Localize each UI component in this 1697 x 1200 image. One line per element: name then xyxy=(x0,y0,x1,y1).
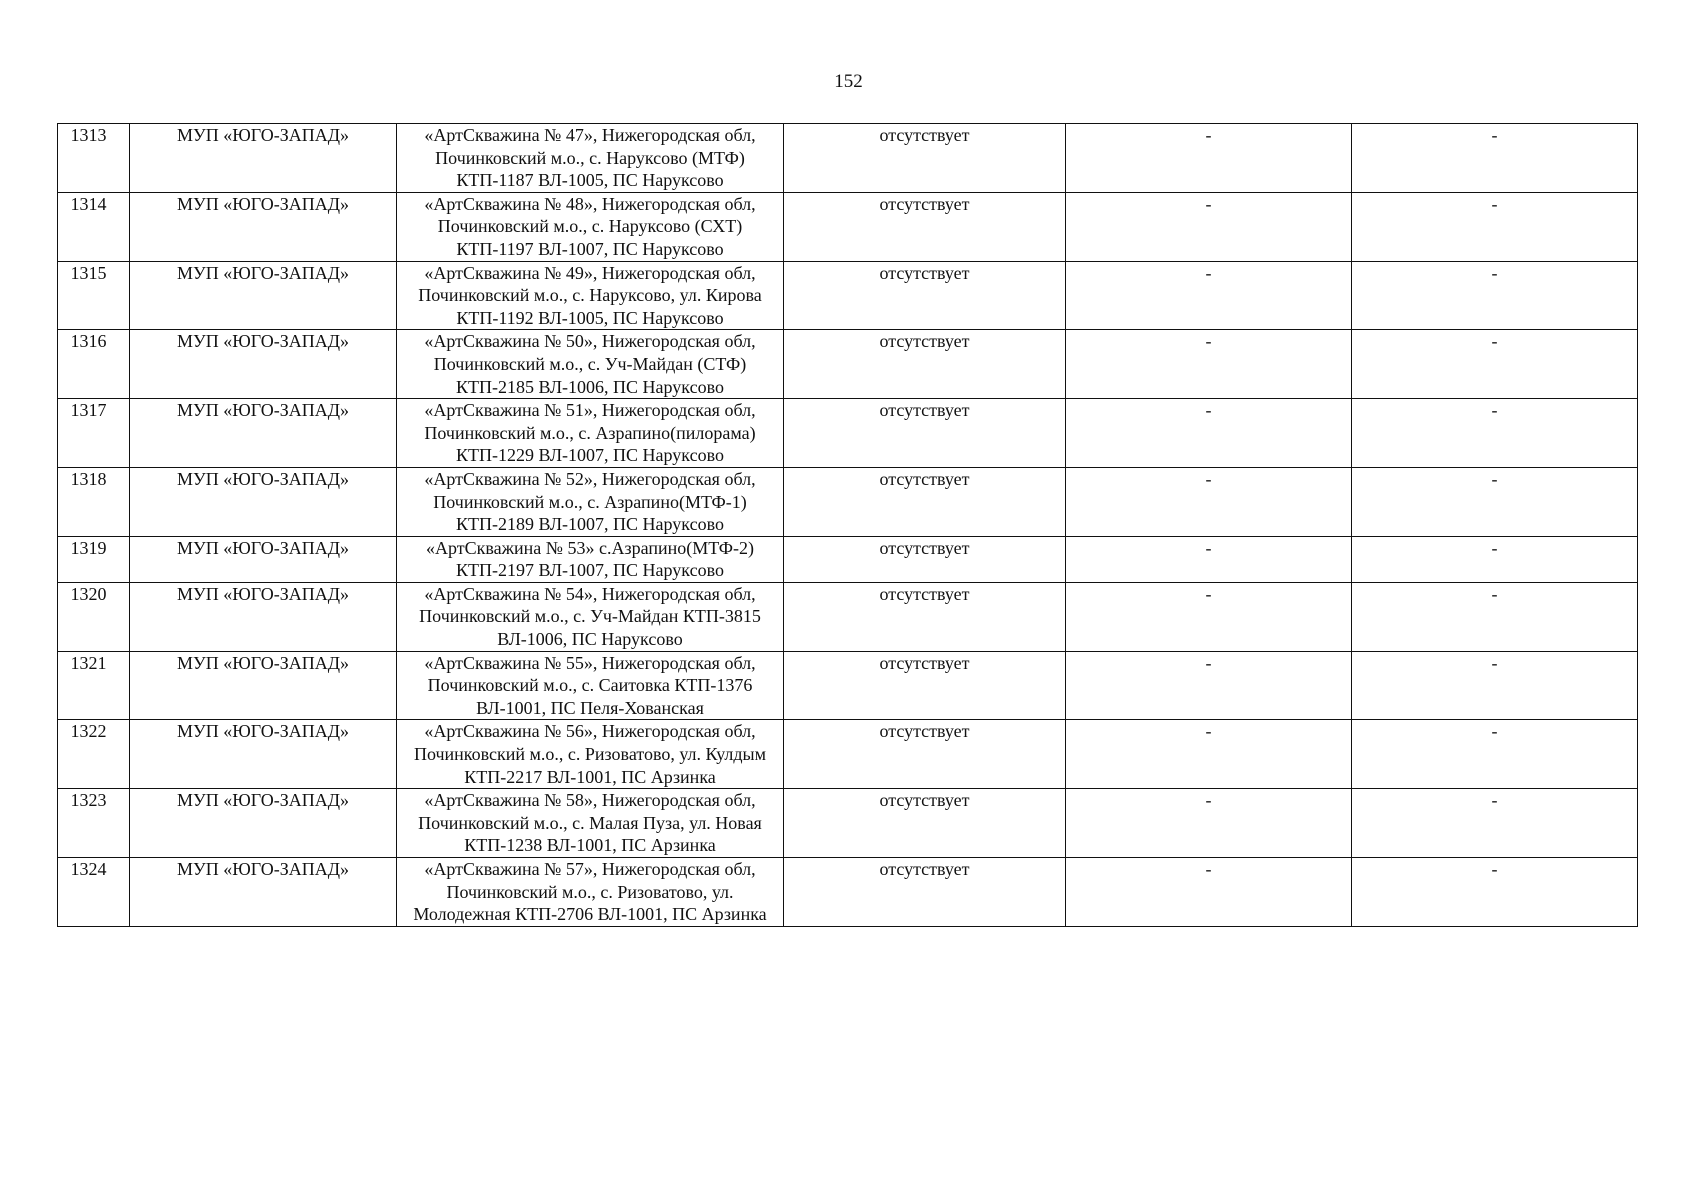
object-description: «АртСкважина № 49», Нижегородская обл, Починковский м.о., с. Наруксово, ул. Кирова КТП-1192 ВЛ-1005, ПС Наруксово xyxy=(397,261,784,330)
organization-name: МУП «ЮГО-ЗАПАД» xyxy=(130,261,397,330)
column-6-value: - xyxy=(1352,536,1638,582)
column-6-value: - xyxy=(1352,789,1638,858)
table-row xyxy=(58,536,1638,582)
column-5-value: - xyxy=(1066,192,1352,261)
row-number: 1313 xyxy=(58,124,130,193)
column-6-value: - xyxy=(1352,261,1638,330)
row-number: 1316 xyxy=(58,330,130,399)
organization-name: МУП «ЮГО-ЗАПАД» xyxy=(130,124,397,193)
status-value: отсутствует xyxy=(784,536,1066,582)
column-5-value: - xyxy=(1066,261,1352,330)
column-5-value: - xyxy=(1066,124,1352,193)
object-description: «АртСкважина № 53» с.Азрапино(МТФ-2) КТП-2197 ВЛ-1007, ПС Наруксово xyxy=(397,536,784,582)
object-description: «АртСкважина № 47», Нижегородская обл, Починковский м.о., с. Наруксово (МТФ) КТП-1187 ВЛ-1005, ПС Наруксово xyxy=(397,124,784,193)
column-5-value: - xyxy=(1066,651,1352,720)
column-5-value: - xyxy=(1066,582,1352,651)
object-description: «АртСкважина № 50», Нижегородская обл, Починковский м.о., с. Уч-Майдан (СТФ) КТП-2185 ВЛ-1006, ПС Наруксово xyxy=(397,330,784,399)
column-5-value: - xyxy=(1066,858,1352,927)
table-row xyxy=(58,330,1638,399)
organization-name: МУП «ЮГО-ЗАПАД» xyxy=(130,467,397,536)
column-5-value: - xyxy=(1066,467,1352,536)
object-description: «АртСкважина № 51», Нижегородская обл, Починковский м.о., с. Азрапино(пилорама) КТП-1229 ВЛ-1007, ПС Наруксово xyxy=(397,399,784,468)
row-number: 1320 xyxy=(58,582,130,651)
organization-name: МУП «ЮГО-ЗАПАД» xyxy=(130,651,397,720)
row-number: 1323 xyxy=(58,789,130,858)
column-5-value: - xyxy=(1066,536,1352,582)
organization-name: МУП «ЮГО-ЗАПАД» xyxy=(130,858,397,927)
table-row xyxy=(58,651,1638,720)
table-row xyxy=(58,192,1638,261)
column-6-value: - xyxy=(1352,651,1638,720)
status-value: отсутствует xyxy=(784,261,1066,330)
status-value: отсутствует xyxy=(784,124,1066,193)
object-description: «АртСкважина № 57», Нижегородская обл, Починковский м.о., с. Ризоватово, ул. Молодежная КТП-2706 ВЛ-1001, ПС Арзинка xyxy=(397,858,784,927)
row-number: 1318 xyxy=(58,467,130,536)
status-value: отсутствует xyxy=(784,858,1066,927)
organization-name: МУП «ЮГО-ЗАПАД» xyxy=(130,192,397,261)
object-description: «АртСкважина № 56», Нижегородская обл, Починковский м.о., с. Ризоватово, ул. Кулдым КТП-2217 ВЛ-1001, ПС Арзинка xyxy=(397,720,784,789)
row-number: 1321 xyxy=(58,651,130,720)
organization-name: МУП «ЮГО-ЗАПАД» xyxy=(130,536,397,582)
row-number: 1319 xyxy=(58,536,130,582)
column-5-value: - xyxy=(1066,399,1352,468)
object-description: «АртСкважина № 52», Нижегородская обл, Починковский м.о., с. Азрапино(МТФ-1) КТП-2189 ВЛ-1007, ПС Наруксово xyxy=(397,467,784,536)
column-6-value: - xyxy=(1352,720,1638,789)
row-number: 1317 xyxy=(58,399,130,468)
object-description: «АртСкважина № 48», Нижегородская обл, Починковский м.о., с. Наруксово (СХТ) КТП-1197 ВЛ-1007, ПС Наруксово xyxy=(397,192,784,261)
page-number: 152 xyxy=(834,71,863,92)
status-value: отсутствует xyxy=(784,192,1066,261)
status-value: отсутствует xyxy=(784,651,1066,720)
table-row xyxy=(58,720,1638,789)
status-value: отсутствует xyxy=(784,467,1066,536)
organization-name: МУП «ЮГО-ЗАПАД» xyxy=(130,399,397,468)
table-row xyxy=(58,582,1638,651)
column-6-value: - xyxy=(1352,858,1638,927)
column-6-value: - xyxy=(1352,330,1638,399)
column-6-value: - xyxy=(1352,582,1638,651)
object-description: «АртСкважина № 55», Нижегородская обл, Починковский м.о., с. Саитовка КТП-1376 ВЛ-1001, ПС Пеля-Хованская xyxy=(397,651,784,720)
column-6-value: - xyxy=(1352,124,1638,193)
row-number: 1314 xyxy=(58,192,130,261)
table-row xyxy=(58,399,1638,468)
table-row xyxy=(58,261,1638,330)
table-row xyxy=(58,789,1638,858)
row-number: 1315 xyxy=(58,261,130,330)
status-value: отсутствует xyxy=(784,399,1066,468)
row-number: 1322 xyxy=(58,720,130,789)
table-row xyxy=(58,124,1638,193)
column-5-value: - xyxy=(1066,330,1352,399)
table-body xyxy=(58,124,1638,927)
organization-name: МУП «ЮГО-ЗАПАД» xyxy=(130,330,397,399)
registry-table xyxy=(57,123,1638,927)
table-row xyxy=(58,858,1638,927)
column-6-value: - xyxy=(1352,399,1638,468)
column-5-value: - xyxy=(1066,720,1352,789)
status-value: отсутствует xyxy=(784,720,1066,789)
object-description: «АртСкважина № 58», Нижегородская обл, Починковский м.о., с. Малая Пуза, ул. Новая КТП-1238 ВЛ-1001, ПС Арзинка xyxy=(397,789,784,858)
status-value: отсутствует xyxy=(784,330,1066,399)
column-6-value: - xyxy=(1352,467,1638,536)
organization-name: МУП «ЮГО-ЗАПАД» xyxy=(130,789,397,858)
row-number: 1324 xyxy=(58,858,130,927)
organization-name: МУП «ЮГО-ЗАПАД» xyxy=(130,720,397,789)
object-description: «АртСкважина № 54», Нижегородская обл, Починковский м.о., с. Уч-Майдан КТП-3815 ВЛ-1006, ПС Наруксово xyxy=(397,582,784,651)
status-value: отсутствует xyxy=(784,789,1066,858)
organization-name: МУП «ЮГО-ЗАПАД» xyxy=(130,582,397,651)
status-value: отсутствует xyxy=(784,582,1066,651)
column-6-value: - xyxy=(1352,192,1638,261)
table-row xyxy=(58,467,1638,536)
column-5-value: - xyxy=(1066,789,1352,858)
